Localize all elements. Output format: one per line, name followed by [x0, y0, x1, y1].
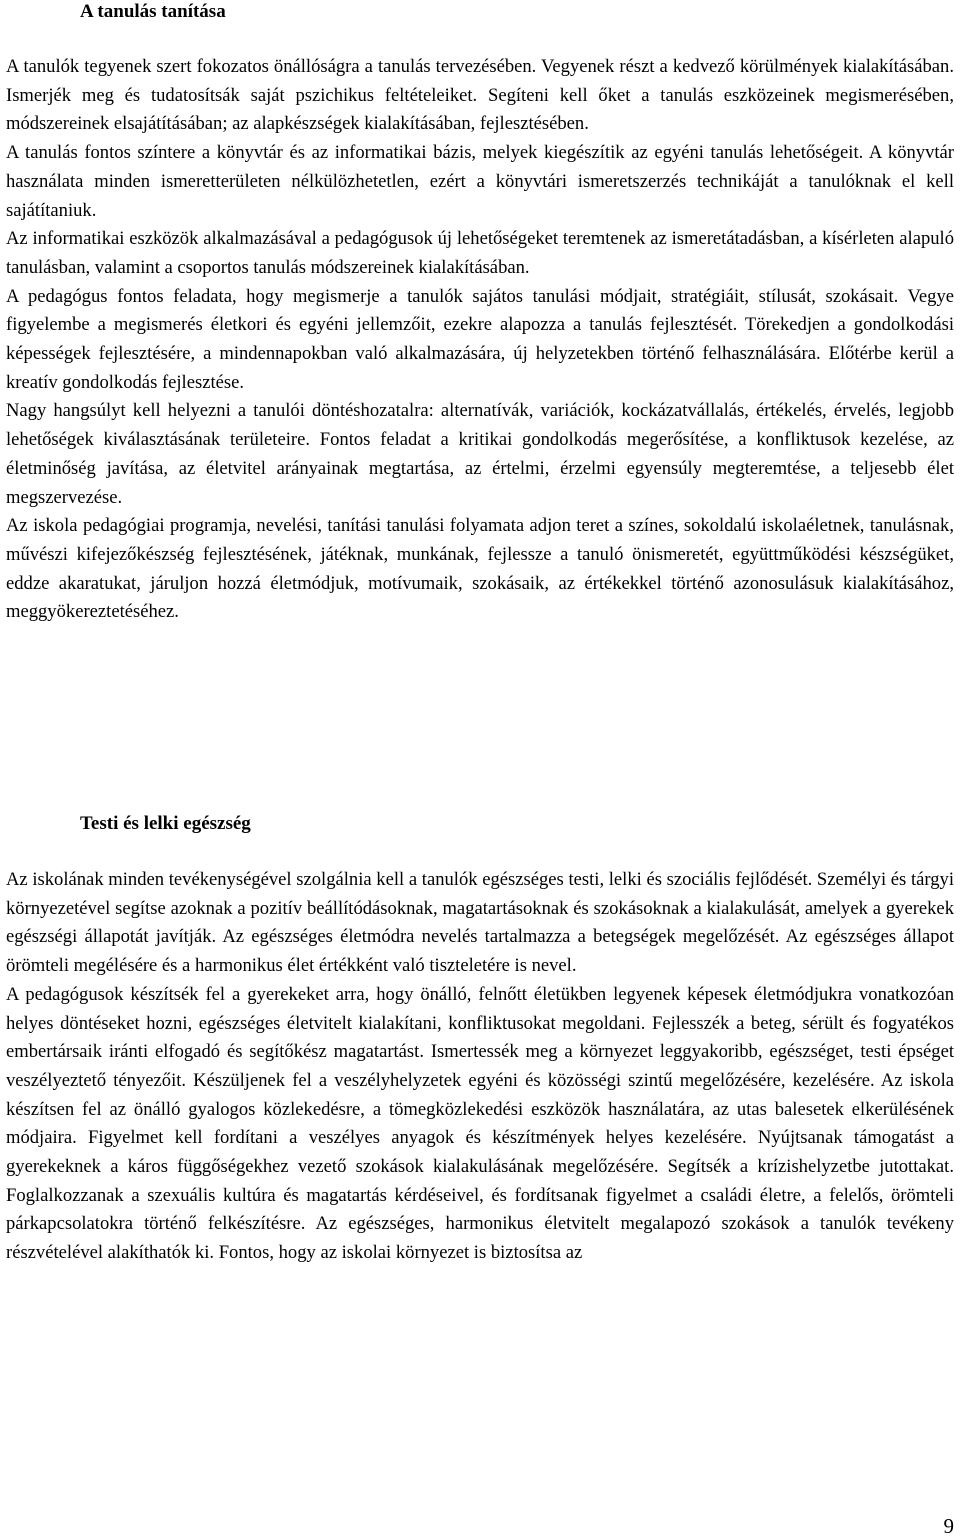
paragraph: Az iskola pedagógiai programja, nevelési, tanítási tanulási folyamata adjon teret a színes, sokoldalú iskolaéletnek, tanulásnak, művészi kifejezőkészség fejlesztésének, játéknak, munkának, fejlessze a tanuló önismeretét, együttműködési készségüket, eddze akaratukat, járuljon hozzá életmódjuk, motívumaik, szokásaik, az értékekkel történő azonosulásuk kialakításához, meggyökereztetéséhez. — [6, 515, 954, 623]
paragraph: A tanulók tegyenek szert fokozatos önállóságra a tanulás tervezésében. Vegyenek részt a kedvező körülmények kialakításában. Ismerjék meg és tudatosítsák saját pszichikus feltételeiket. Segíteni kell őket a tanulás eszközeinek megismerésében, módszereinek elsajátításában; az alapkészségek kialakításában, fejlesztésében. — [6, 56, 954, 135]
paragraph: A pedagógus fontos feladata, hogy megismerje a tanulók sajátos tanulási módjait, stratégiáit, stílusát, szokásait. Vegye figyelembe a megismerés életkori és egyéni jellemzőit, ezekre alapozza a tanulás fejlesztését. Törekedjen a gondolkodási képességek fejlesztésére, a mindennapokban való alkalmazására, új helyzetekben történő felhasználására. Előtérbe kerül a kreatív gondolkodás fejlesztése. — [6, 285, 954, 393]
page-number: 9 — [943, 1514, 954, 1538]
paragraph: Az iskolának minden tevékenységével szolgálnia kell a tanulók egészséges testi, lelki és szociális fejlődését. Személyi és tárgyi környezetével segítse azoknak a pozitív beállítódásoknak, magatartásoknak és szokásoknak a kialakulását, amelyek a gyerekek egészségi állapotát javítják. Az egészséges életmódra nevelés tartalmazza a betegségek megelőzését. Az egészséges állapot örömteli megélésére és a harmonikus élet értékként való tiszteletére is nevel. — [6, 869, 954, 977]
section-heading-learning: A tanulás tanítása — [80, 1, 226, 22]
paragraph: A pedagógusok készítsék fel a gyerekeket arra, hogy önálló, felnőtt életükben legyenek képesek életmódjukra vonatkozóan helyes döntéseket hozni, egészséges életvitelt kialakítani, konfliktusokat megoldani. Fejlesszék a beteg, sérült és fogyatékos embertársaik iránti elfogadó és segítőkész magatartást. Ismertessék meg a környezet leggyakoribb, egészséget, testi épséget veszélyeztető tényezőit. Készüljenek fel a veszélyhelyzetek egyéni és közösségi szintű megelőzésére, kezelésére. Az iskola készítsen fel az önálló gyalogos közlekedésre, a tömegközlekedési eszközök használatára, az utas balesetek elkerülésének módjaira. Figyelmet kell fordítani a veszélyes anyagok és készítmények helyes kezelésére. Nyújtsanak támogatást a gyerekeknek a káros függőségekhez vezető szokások kialakulásának megelőzésére. Segítsék a krízishelyzetbe jutottakat. Foglalkozzanak a szexuális kultúra és magatartás kérdéseivel, és fordítsanak figyelmet a családi életre, a felelős, örömteli párkapcsolatokra történő felkészítésre. Az egészséges, harmonikus életvitelt megalapozó szokások a tanulók tevékeny részvételével alakíthatók ki. Fontos, hogy az iskolai környezet is biztosítsa az — [6, 983, 954, 1264]
section-body-learning — [6, 53, 954, 627]
section-body-health — [6, 866, 954, 1268]
paragraph: Nagy hangsúlyt kell helyezni a tanulói döntéshozatalra: alternatívák, variációk, kockázatvállalás, értékelés, érvelés, legjobb lehetőségek kiválasztásának területeire. Fontos feladat a kritikai gondolkodás megerősítése, a konfliktusok kezelése, az életminőség javítása, az életvitel arányainak megtartása, az értelmi, érzelmi egyensúly megteremtése, a teljesebb élet megszervezése. — [6, 400, 954, 508]
paragraph: A tanulás fontos színtere a könyvtár és az informatikai bázis, melyek kiegészítik az egyéni tanulás lehetőségeit. A könyvtár használata minden ismeretterületen nélkülözhetetlen, ezért a könyvtári ismeretszerzés technikáját a tanulóknak el kell sajátítaniuk. — [6, 142, 954, 221]
paragraph: Az informatikai eszközök alkalmazásával a pedagógusok új lehetőségeket teremtenek az ismeretátadásban, a kísérleten alapuló tanulásban, valamint a csoportos tanulás módszereinek kialakításában. — [6, 228, 954, 278]
section-heading-health: Testi és lelki egészség — [80, 813, 251, 834]
